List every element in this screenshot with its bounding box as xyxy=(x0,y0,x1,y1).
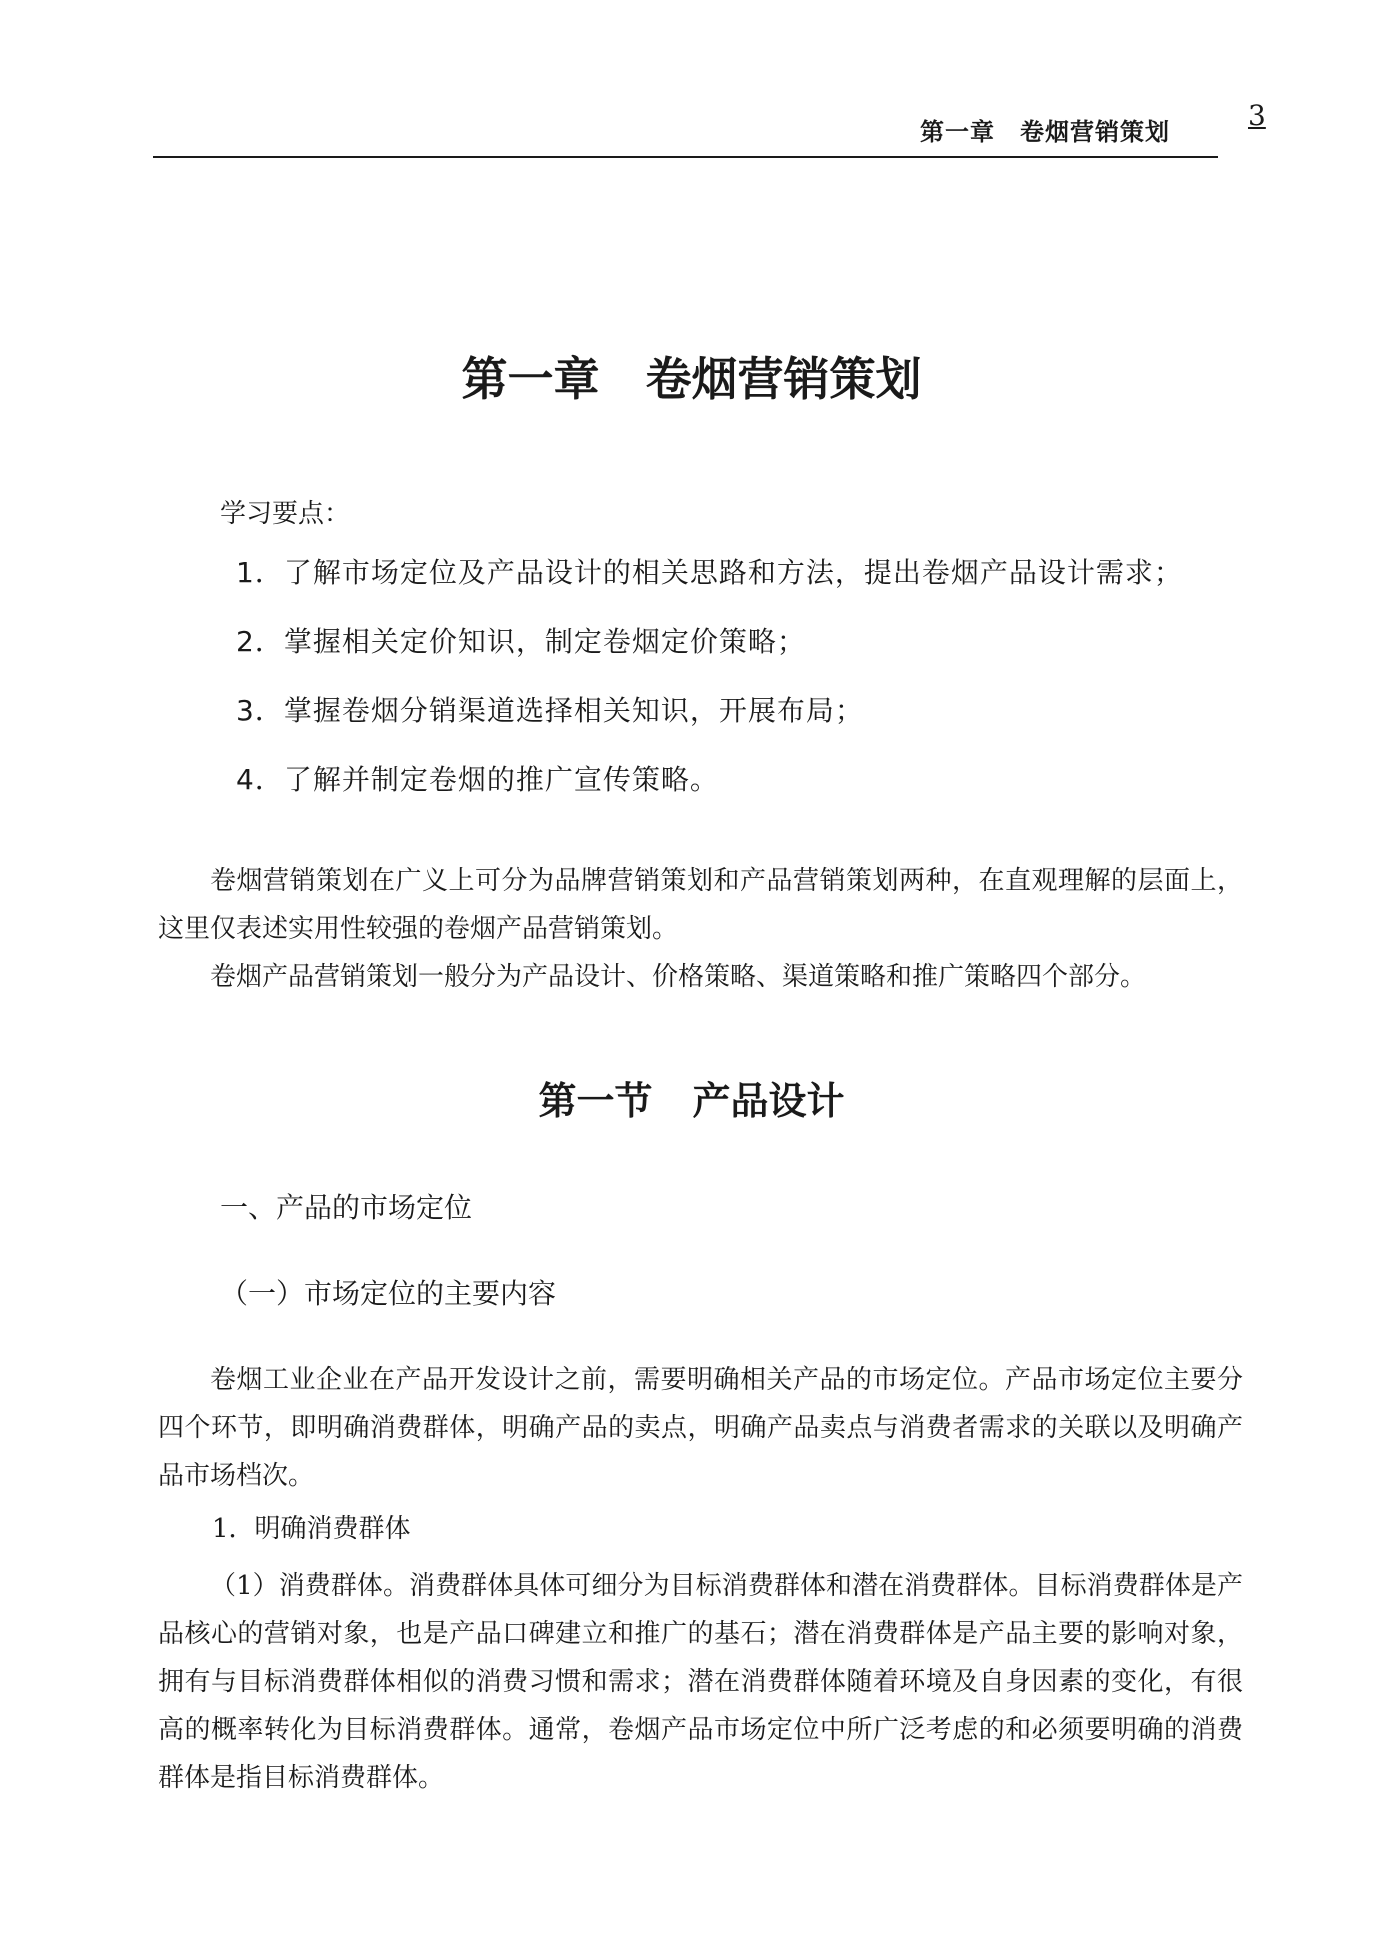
heading-level-1: 一、产品的市场定位 xyxy=(220,1191,473,1224)
heading-level-2: （一）市场定位的主要内容 xyxy=(220,1277,557,1310)
section-name: 产品设计 xyxy=(692,1079,845,1123)
page-number: 3 xyxy=(1248,99,1266,132)
section-label: 第一节 xyxy=(538,1079,653,1123)
section-title xyxy=(0,1070,1383,1125)
header-rule xyxy=(153,156,1218,158)
learning-points-title: 学习要点： xyxy=(220,499,351,529)
learning-point: 3．掌握卷烟分销渠道选择相关知识，开展布局； xyxy=(236,694,864,727)
list-label: 1．明确消费群体 xyxy=(212,1514,411,1544)
chapter-label: 第一章 xyxy=(461,352,600,406)
learning-point: 1．了解市场定位及产品设计的相关思路和方法，提出卷烟产品设计需求； xyxy=(236,556,1183,589)
body-paragraph: 卷烟工业企业在产品开发设计之前，需要明确相关产品的市场定位。产品市场定位主要分四个环节，即明确消费群体，明确产品的卖点，明确产品卖点与消费者需求的关联以及明确产品市场档次。 xyxy=(158,1365,1243,1491)
running-head: 第一章 卷烟营销策划 xyxy=(920,118,1170,146)
chapter-title xyxy=(0,352,1383,407)
learning-point: 2．掌握相关定价知识，制定卷烟定价策略； xyxy=(236,625,806,658)
learning-point: 4．了解并制定卷烟的推广宣传策略。 xyxy=(236,763,719,796)
intro-paragraph: 卷烟产品营销策划一般分为产品设计、价格策略、渠道策略和推广策略四个部分。 xyxy=(210,962,1147,992)
body-paragraph: （1）消费群体。消费群体具体可细分为目标消费群体和潜在消费群体。目标消费群体是产品核心的营销对象，也是产品口碑建立和推广的基石；潜在消费群体是产品主要的影响对象，拥有与目标消费群体相似的消费习惯和需求；潜在消费群体随着环境及自身因素的变化，有很高的概率转化为目标消费群体。通常，卷烟产品市场定位中所广泛考虑的和必须要明确的消费群体是指目标消费群体。 xyxy=(158,1571,1243,1793)
chapter-name: 卷烟营销策划 xyxy=(645,352,922,406)
intro-paragraph: 卷烟营销策划在广义上可分为品牌营销策划和产品营销策划两种，在直观理解的层面上，这里仅表述实用性较强的卷烟产品营销策划。 xyxy=(158,866,1243,944)
